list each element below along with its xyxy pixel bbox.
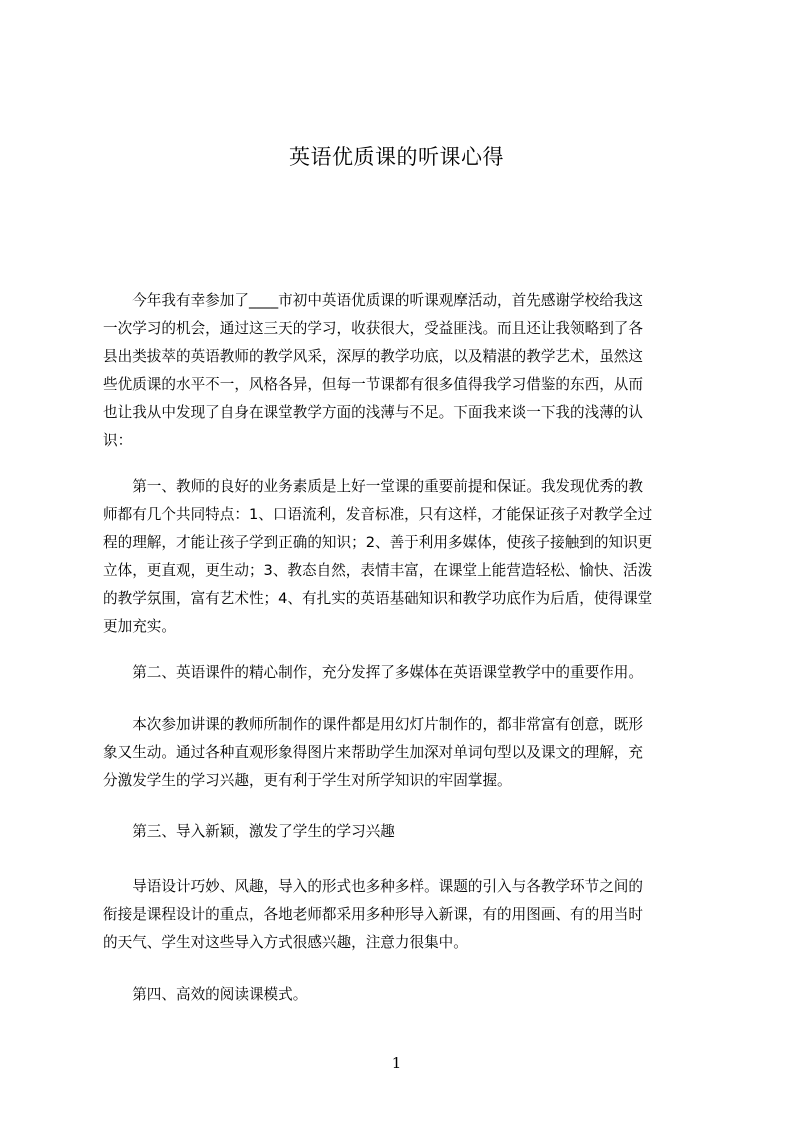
text-line: 导语设计巧妙、风趣，导入的形式也多种多样。课题的引入与各教学环节之间的 [103,878,643,895]
paragraph-point-one [103,473,697,641]
text-line: 的天气、学生对这些导入方式很感兴趣，注意力很集中。 [103,934,468,951]
paragraph-point-three-heading [103,818,697,846]
text-line: 更加充实。 [103,618,176,635]
text-line: 衔接是课程设计的重点，各地老师都采用多种形导入新课，有的用图画、有的用当时 [103,906,643,923]
paragraph-introduction-design [103,873,697,957]
text-line: 象又生动。通过各种直观形象得图片来帮助学生加深对单词句型以及课文的理解，充 [103,744,643,761]
paragraph-intro [103,287,697,455]
text-line: 本次参加讲课的教师所制作的课件都是用幻灯片制作的，都非常富有创意，既形 [103,716,643,733]
text-line: 师都有几个共同特点：1、口语流利，发音标准，只有这样，才能保证孩子对教学全过 [103,506,653,523]
page-number: 1 [391,1054,402,1072]
paragraph-point-four-heading [103,981,697,1009]
paragraph-point-two-heading [103,659,697,687]
text-line: 第一、教师的良好的业务素质是上好一堂课的重要前提和保证。我发现优秀的教 [103,478,643,495]
text-line: 程的理解，才能让孩子学到正确的知识；2、善于利用多媒体，使孩子接触到的知识更 [103,534,653,551]
text-line: 的教学氛围，富有艺术性；4、有扎实的英语基础知识和教学功底作为后盾，使得课堂 [103,590,653,607]
document-title: 英语优质课的听课心得 [289,145,504,169]
text-line: 识： [103,432,133,449]
text-line: 分激发学生的学习兴趣，更有利于学生对所学知识的牢固掌握。 [103,772,512,789]
paragraph-courseware [103,711,697,795]
text-line: 第三、导入新颖，激发了学生的学习兴趣 [103,823,395,840]
text-line: 立体，更直观，更生动；3、教态自然，表情丰富，在课堂上能营造轻松、愉快、活泼 [103,562,653,579]
text-line: 也让我从中发现了自身在课堂教学方面的浅薄与不足。下面我来谈一下我的浅薄的认 [103,404,643,421]
text-line: 县出类拔萃的英语教师的教学风采，深厚的教学功底，以及精湛的教学艺术，虽然这 [103,348,643,365]
text-line: 今年我有幸参加了____市初中英语优质课的听课观摩活动，首先感谢学校给我这 [103,292,643,309]
text-line: 第二、英语课件的精心制作，充分发挥了多媒体在英语课堂教学中的重要作用。 [103,664,643,681]
text-line: 些优质课的水平不一，风格各异，但每一节课都有很多值得我学习借鉴的东西，从而 [103,376,643,393]
text-line: 一次学习的机会，通过这三天的学习，收获很大，受益匪浅。而且还让我领略到了各 [103,320,643,337]
text-line: 第四、高效的阅读课模式。 [103,986,308,1003]
